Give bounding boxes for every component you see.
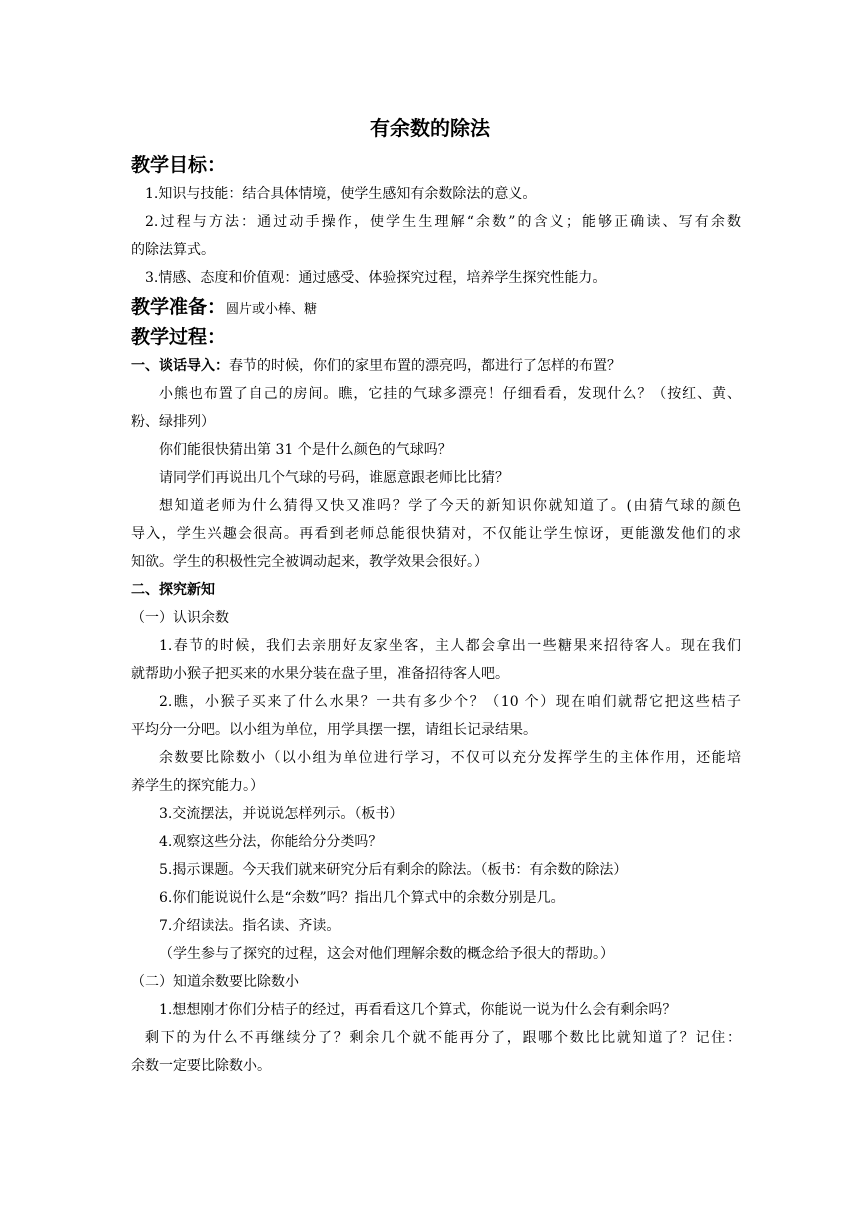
document-body <box>131 150 741 1080</box>
objective-1: 1.知识与技能：结合具体情境，使学生感知有余数除法的意义。 <box>145 186 537 202</box>
s1-p9: （学生参与了探究的过程，这会对他们理解余数的概念给予很大的帮助。） <box>159 946 614 962</box>
objective-3: 3.情感、态度和价值观：通过感受、体验探究过程，培养学生探究性能力。 <box>145 270 607 286</box>
preparation-heading: 教学准备： <box>131 296 227 318</box>
process-heading: 教学过程： <box>131 326 227 348</box>
intro-p5-line-3: 知欲。学生的积极性完全被调动起来，教学效果会很好。） <box>131 554 488 570</box>
intro-row <box>131 352 741 380</box>
intro-p2-line-1: 小熊也布置了自己的房间。瞧，它挂的气球多漂亮！仔细看看，发现什么？（按红、黄、 <box>159 386 741 402</box>
intro-p2-line-2: 粉、绿排列） <box>131 414 215 430</box>
s1-p2-line-2: 平均分一分吧。以小组为单位，用学具摆一摆，请组长记录结果。 <box>131 722 537 738</box>
explore-heading: 二、探究新知 <box>131 582 215 598</box>
intro-text: 春节的时候，你们的家里布置的漂亮吗，都进行了怎样的布置？ <box>229 358 621 374</box>
s1-p6: 5.揭示课题。今天我们就来研究分后有剩余的除法。（板书：有余数的除法） <box>159 862 628 878</box>
preparation-row <box>131 292 741 322</box>
s2-p1: 1.想想刚才你们分桔子的经过，再看看这几个算式，你能说一说为什么会有剩余吗？ <box>159 1002 677 1018</box>
s1-p8: 7.介绍读法。指名读、齐读。 <box>159 918 341 934</box>
intro-p5-line-2: 导入，学生兴趣会很高。再看到老师总能很快猜对，不仅能让学生惊讶，更能激发他们的求 <box>131 526 741 542</box>
intro-heading: 一、谈话导入： <box>131 358 229 374</box>
intro-p5-line-1: 想知道老师为什么猜得又快又准吗？学了今天的新知识你就知道了。(由猜气球的颜色 <box>159 498 741 514</box>
s1-p7: 6.你们能说说什么是“余数”吗？指出几个算式中的余数分别是几。 <box>159 890 565 906</box>
sub-section-1: （一）认识余数 <box>131 610 229 626</box>
s1-p2-line-1: 2.瞧，小猴子买来了什么水果？一共有多少个？（10 个）现在咱们就帮它把这些桔子 <box>159 694 741 710</box>
s1-p5: 4.观察这些分法，你能给分分类吗？ <box>159 834 383 850</box>
document-title: 有余数的除法 <box>370 116 490 140</box>
objectives-heading: 教学目标： <box>131 154 227 176</box>
s2-p2-line-1: 剩下的为什么不再继续分了？剩余几个就不能再分了，跟哪个数比比就知道了？记住： <box>145 1030 741 1046</box>
s1-p1-line-2: 就帮助小猴子把买来的水果分装在盘子里，准备招待客人吧。 <box>131 666 509 682</box>
objective-2-line-1: 2.过程与方法：通过动手操作，使学生生理解“余数”的含义；能够正确读、写有余数 <box>145 214 741 230</box>
objective-2-line-2: 的除法算式。 <box>131 242 215 258</box>
sub-section-2: （二）知道余数要比除数小 <box>131 974 299 990</box>
intro-p4: 请同学们再说出几个气球的号码，谁愿意跟老师比比猜？ <box>159 470 509 486</box>
s1-p1-line-1: 1.春节的时候，我们去亲朋好友家坐客，主人都会拿出一些糖果来招待客人。现在我们 <box>159 638 741 654</box>
s1-p3-line-1: 余数要比除数小（以小组为单位进行学习，不仅可以充分发挥学生的主体作用，还能培 <box>159 750 741 766</box>
s1-p3-line-2: 养学生的探究能力。） <box>131 778 264 794</box>
preparation-text: 圆片或小棒、糖 <box>226 302 318 317</box>
intro-p3: 你们能很快猜出第 31 个是什么颜色的气球吗？ <box>159 442 452 458</box>
s1-p4: 3.交流摆法，并说说怎样列示。（板书） <box>159 806 404 822</box>
s2-p2-line-2: 余数一定要比除数小。 <box>131 1058 271 1074</box>
